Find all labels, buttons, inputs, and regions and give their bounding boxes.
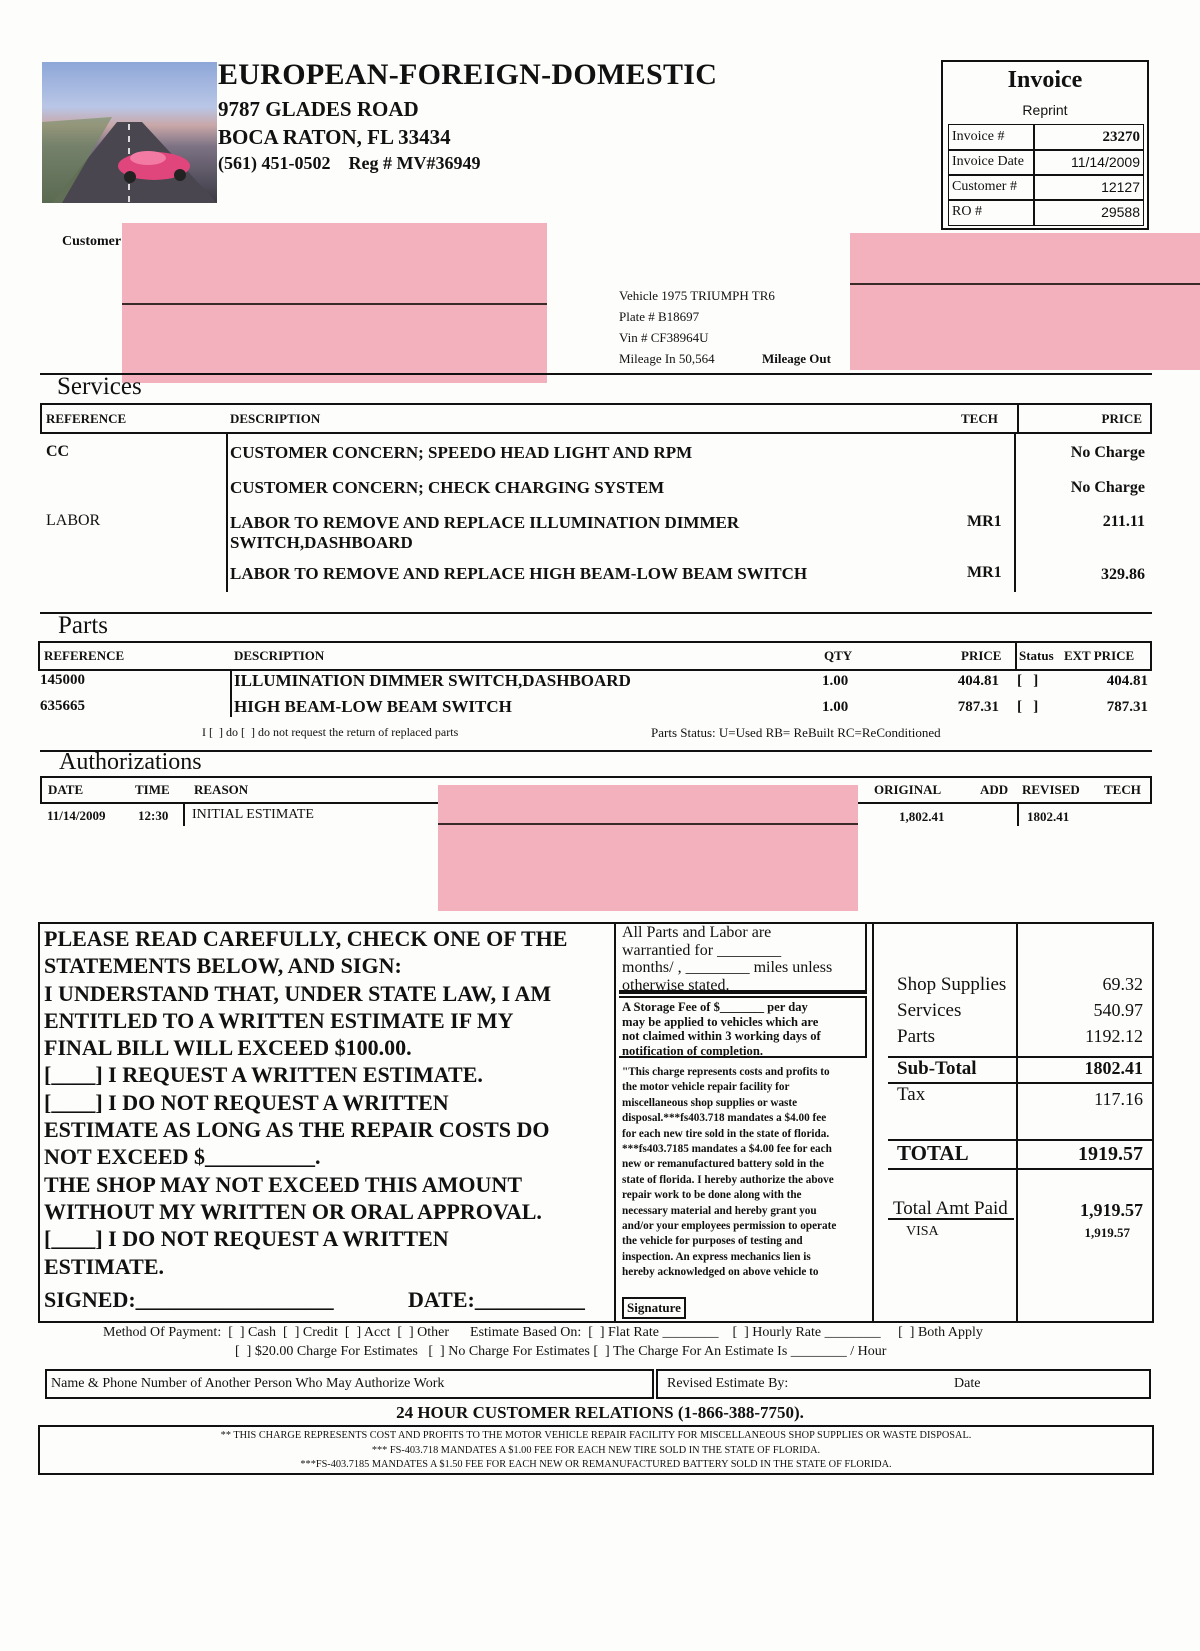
charge-note-line-14: hereby acknowledged on above vehicle to bbox=[622, 1266, 819, 1279]
total-label: TOTAL bbox=[897, 1141, 969, 1165]
estimate-line-1: PLEASE READ CAREFULLY, CHECK ONE OF THE bbox=[44, 926, 568, 951]
service-row2-desc: CUSTOMER CONCERN; CHECK CHARGING SYSTEM bbox=[230, 478, 665, 497]
charge-note-line-4: disposal.***fs403.718 mandates a $4.00 fee bbox=[622, 1112, 827, 1125]
subtotal-label: Sub-Total bbox=[897, 1058, 977, 1079]
warranty-line-1: All Parts and Labor are bbox=[622, 924, 772, 941]
warranty-box bbox=[619, 922, 867, 994]
invoice-number-value: 23270 bbox=[1102, 129, 1140, 145]
services-header-tech: TECH bbox=[961, 411, 998, 426]
tax-label: Tax bbox=[897, 1084, 926, 1105]
signed-line[interactable]: SIGNED:__________________ bbox=[44, 1287, 334, 1312]
invoice-number-label: Invoice # bbox=[952, 129, 1005, 144]
tax-value: 117.16 bbox=[1094, 1089, 1143, 1109]
car-photo bbox=[42, 62, 217, 203]
mileage-out-label: Mileage Out bbox=[762, 351, 831, 366]
redaction-contact bbox=[850, 233, 1200, 370]
payment-method-line[interactable]: Method Of Payment: [ ] Cash [ ] Credit [ ] Acct [ ] Other Estimate Based On: [ ] Flat Rate ________ [ ] Hourly Rate ________ [ ] Both Apply bbox=[103, 1325, 983, 1340]
part-row2-price: 787.31 bbox=[957, 699, 999, 715]
charge-note-line-1: "This charge represents costs and profits to bbox=[622, 1066, 830, 1078]
charge-note-line-9: repair work to be done along with the bbox=[622, 1189, 802, 1202]
company-phone-reg: (561) 451-0502 Reg # MV#36949 bbox=[218, 153, 481, 173]
part-row2-desc: HIGH BEAM-LOW BEAM SWITCH bbox=[234, 697, 512, 716]
services-header-price: PRICE bbox=[1101, 411, 1142, 426]
auth-header-tech: TECH bbox=[1104, 782, 1141, 797]
charge-note-line-3: miscellaneous shop supplies or waste bbox=[622, 1096, 798, 1109]
revised-estimate-label: Revised Estimate By: bbox=[667, 1376, 789, 1391]
part-row1-ref: 145000 bbox=[40, 672, 85, 688]
parts-title: Parts bbox=[58, 612, 108, 639]
service-row1-price: No Charge bbox=[1070, 444, 1145, 461]
charge-note-line-2: the motor vehicle repair facility for bbox=[622, 1081, 790, 1094]
service-row4-desc: LABOR TO REMOVE AND REPLACE HIGH BEAM-LOW BEAM SWITCH bbox=[230, 564, 808, 583]
redaction-authorization bbox=[438, 785, 858, 911]
shop-supplies-label: Shop Supplies bbox=[897, 974, 1007, 995]
parts-header-description: DESCRIPTION bbox=[234, 648, 325, 663]
auth-header-time: TIME bbox=[135, 782, 170, 797]
part-row2-ext: 787.31 bbox=[1106, 699, 1148, 715]
warranty-line-2: warrantied for ________ bbox=[622, 941, 782, 959]
part-row2-ref: 635665 bbox=[40, 698, 85, 714]
vin-line: Vin # CF38964U bbox=[619, 330, 709, 345]
estimate-charge-line[interactable]: [ ] $20.00 Charge For Estimates [ ] No Charge For Estimates [ ] The Charge For An Estimate Is ________ / Hour bbox=[235, 1344, 887, 1359]
charge-note-line-7: new or remanufactured battery sold in the bbox=[622, 1158, 824, 1171]
authorize-person-field[interactable] bbox=[45, 1369, 654, 1399]
charge-note-line-11: and/or your employees permission to operate bbox=[622, 1220, 837, 1233]
part-row1-status: [ ] bbox=[1017, 673, 1039, 689]
customer-number-value: 12127 bbox=[1101, 179, 1140, 195]
revised-estimate-field[interactable] bbox=[656, 1369, 1151, 1399]
auth-header-revised: REVISED bbox=[1022, 782, 1080, 797]
storage-line-1: A Storage Fee of $_______ per day bbox=[622, 1000, 808, 1014]
no-estimate-limit-option[interactable]: [____] I DO NOT REQUEST A WRITTEN bbox=[44, 1089, 449, 1115]
parts-status-legend: Parts Status: U=Used RB= ReBuilt RC=ReConditioned bbox=[651, 725, 941, 740]
request-estimate-option[interactable]: [____] I REQUEST A WRITTEN ESTIMATE. bbox=[44, 1062, 483, 1088]
part-row1-desc: ILLUMINATION DIMMER SWITCH,DASHBOARD bbox=[234, 671, 631, 690]
vehicle-line: Vehicle 1975 TRIUMPH TR6 bbox=[619, 288, 775, 303]
estimate-line-11: WITHOUT MY WRITTEN OR ORAL APPROVAL. bbox=[44, 1198, 542, 1224]
services-total-value: 540.97 bbox=[1093, 1000, 1143, 1020]
parts-header-qty: QTY bbox=[824, 648, 853, 663]
service-row3-price: 211.11 bbox=[1102, 513, 1145, 530]
parts-header-price: PRICE bbox=[961, 648, 1002, 663]
invoice-fields-table bbox=[948, 124, 1144, 226]
storage-line-4: notification of completion. bbox=[622, 1043, 763, 1058]
auth-row-reason: INITIAL ESTIMATE bbox=[192, 807, 314, 822]
invoice-date-value: 11/14/2009 bbox=[1070, 154, 1140, 170]
service-row3-tech: MR1 bbox=[967, 513, 1002, 530]
services-total-label: Services bbox=[897, 1000, 962, 1021]
invoice-subtitle: Reprint bbox=[1022, 102, 1068, 118]
ro-number-value: 29588 bbox=[1101, 204, 1140, 220]
service-row4-price: 329.86 bbox=[1101, 566, 1145, 583]
no-estimate-option[interactable]: [____] I DO NOT REQUEST A WRITTEN bbox=[44, 1226, 449, 1252]
services-header bbox=[40, 403, 1152, 434]
total-paid-label: Total Amt Paid bbox=[893, 1198, 1008, 1219]
auth-header-original: ORIGINAL bbox=[874, 782, 942, 797]
part-row1-ext: 404.81 bbox=[1106, 673, 1148, 689]
parts-total-value: 1192.12 bbox=[1085, 1026, 1143, 1046]
estimate-line-13: ESTIMATE. bbox=[44, 1253, 165, 1279]
total-value: 1919.57 bbox=[1078, 1143, 1143, 1165]
auth-row-original: 1,802.41 bbox=[899, 809, 945, 824]
subtotal-value: 1802.41 bbox=[1084, 1058, 1143, 1078]
charge-note-line-6: ***fs403.7185 mandates a $4.00 fee for each bbox=[622, 1143, 832, 1156]
service-row3-desc-cont: SWITCH,DASHBOARD bbox=[230, 533, 413, 552]
parts-header-status: Status bbox=[1019, 648, 1054, 663]
mileage-in-line: Mileage In 50,564 bbox=[619, 351, 715, 366]
company-name: EUROPEAN-FOREIGN-DOMESTIC bbox=[218, 58, 718, 91]
auth-header-add: ADD bbox=[980, 782, 1009, 797]
invoice-info-box bbox=[941, 60, 1149, 230]
service-row1-ref: CC bbox=[46, 443, 70, 460]
customer-label: Customer bbox=[62, 234, 122, 249]
service-row3-desc: LABOR TO REMOVE AND REPLACE ILLUMINATION DIMMER bbox=[230, 513, 740, 532]
auth-row-revised: 1802.41 bbox=[1027, 809, 1070, 824]
signature-field[interactable]: Signature bbox=[622, 1297, 686, 1319]
shop-supplies-value: 69.32 bbox=[1102, 974, 1143, 994]
company-address-line1: 9787 GLADES ROAD bbox=[218, 97, 419, 121]
services-title: Services bbox=[57, 373, 142, 400]
company-address-line2: BOCA RATON, FL 33434 bbox=[218, 125, 451, 149]
total-paid-value: 1,919.57 bbox=[1080, 1200, 1143, 1220]
auth-header-reason: REASON bbox=[194, 782, 249, 797]
charge-note-line-10: necessary material and hereby grant you bbox=[622, 1204, 817, 1217]
redaction-customer bbox=[122, 223, 547, 383]
warranty-line-4: otherwise stated. bbox=[622, 976, 730, 994]
charge-note-line-13: inspection. An express mechanics lien is bbox=[622, 1250, 811, 1263]
storage-line-2: may be applied to vehicles which are bbox=[622, 1014, 819, 1029]
footer-line-1: ** THIS CHARGE REPRESENTS COST AND PROFITS TO THE MOTOR VEHICLE REPAIR FACILITY FOR MISCELLANEOUS SHOP SUPPLIES OR WASTE DISPOSAL. bbox=[220, 1430, 972, 1441]
charge-note-line-8: state of florida. I hereby authorize the above bbox=[622, 1173, 834, 1186]
service-row1-desc: CUSTOMER CONCERN; SPEEDO HEAD LIGHT AND RPM bbox=[230, 443, 693, 462]
date-line[interactable]: DATE:__________ bbox=[408, 1287, 585, 1312]
customer-number-label: Customer # bbox=[952, 179, 1017, 194]
parts-header bbox=[38, 641, 1152, 671]
plate-line: Plate # B18697 bbox=[619, 309, 700, 324]
estimate-line-9: NOT EXCEED $__________. bbox=[44, 1144, 321, 1170]
ro-number-label: RO # bbox=[952, 204, 982, 219]
parts-header-reference: REFERENCE bbox=[44, 648, 125, 663]
authorize-person-label: Name & Phone Number of Another Person Who May Authorize Work bbox=[51, 1376, 445, 1391]
authorizations-title: Authorizations bbox=[59, 749, 202, 775]
estimate-line-8: ESTIMATE AS LONG AS THE REPAIR COSTS DO bbox=[44, 1117, 550, 1143]
customer-relations-line: 24 HOUR CUSTOMER RELATIONS (1-866-388-7750). bbox=[396, 1403, 804, 1422]
visa-value: 1,919.57 bbox=[1084, 1225, 1130, 1240]
footer-line-2: *** FS-403.718 MANDATES A $1.00 FEE FOR EACH NEW TIRE SOLD IN THE STATE OF FLORIDA. bbox=[371, 1444, 821, 1456]
part-row1-price: 404.81 bbox=[957, 673, 999, 689]
estimate-line-10: THE SHOP MAY NOT EXCEED THIS AMOUNT bbox=[44, 1171, 522, 1197]
footer-line-3: ***FS-403.7185 MANDATES A $1.50 FEE FOR EACH NEW OR REMANUFACTURED BATTERY SOLD IN THE STATE OF FLORIDA. bbox=[300, 1459, 892, 1470]
charge-note-line-12: the vehicle for purposes of testing and bbox=[622, 1235, 803, 1248]
storage-line-3: not claimed within 3 working days of bbox=[622, 1029, 821, 1043]
estimate-line-2: STATEMENTS BELOW, AND SIGN: bbox=[44, 953, 402, 979]
estimate-line-5: FINAL BILL WILL EXCEED $100.00. bbox=[44, 1035, 412, 1061]
storage-fee-box bbox=[619, 996, 867, 1058]
auth-row-date: 11/14/2009 bbox=[47, 808, 106, 823]
charge-note bbox=[622, 1065, 836, 1281]
service-row2-price: No Charge bbox=[1070, 479, 1145, 496]
visa-label: VISA bbox=[906, 1224, 939, 1239]
service-row3-ref: LABOR bbox=[46, 512, 101, 529]
part-row2-qty: 1.00 bbox=[822, 699, 849, 715]
footer-disclaimer-box bbox=[38, 1425, 1154, 1475]
warranty-line-3: months/ , ________ miles unless bbox=[622, 959, 833, 976]
auth-header-date: DATE bbox=[48, 782, 84, 797]
parts-total-label: Parts bbox=[897, 1026, 935, 1047]
service-row4-tech: MR1 bbox=[967, 564, 1002, 581]
part-row1-qty: 1.00 bbox=[822, 673, 849, 689]
estimate-statement bbox=[44, 925, 567, 1280]
invoice-date-label: Invoice Date bbox=[952, 154, 1024, 169]
revised-date-label: Date bbox=[954, 1376, 981, 1391]
estimate-line-4: ENTITLED TO A WRITTEN ESTIMATE IF MY bbox=[44, 1007, 514, 1033]
parts-return-note: I [ ] do [ ] do not request the return of replaced parts bbox=[202, 725, 459, 739]
estimate-line-3: I UNDERSTAND THAT, UNDER STATE LAW, I AM bbox=[44, 980, 552, 1006]
services-header-description: DESCRIPTION bbox=[230, 411, 321, 426]
part-row2-status: [ ] bbox=[1017, 699, 1039, 715]
parts-header-ext-price: EXT PRICE bbox=[1064, 648, 1135, 663]
services-header-reference: REFERENCE bbox=[46, 411, 127, 426]
charge-note-line-5: for each new tire sold in the state of florida. bbox=[622, 1127, 830, 1140]
auth-row-time: 12:30 bbox=[138, 808, 169, 823]
invoice-title: Invoice bbox=[1007, 67, 1083, 93]
